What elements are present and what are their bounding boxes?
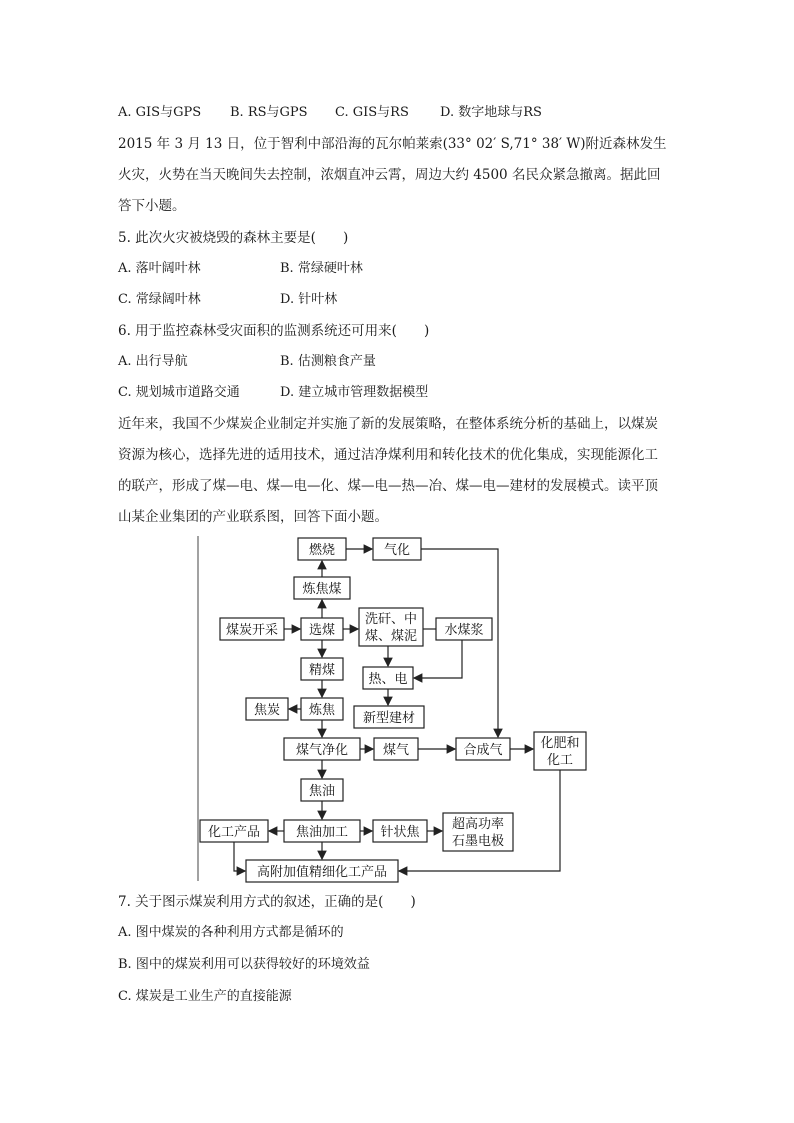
q7-option-a: A. 图中煤炭的各种利用方式都是循环的 [118,925,344,940]
passage2-line: 山某企业集团的产业联系图，回答下面小题。 [118,509,388,525]
box-jiaoyou [301,779,343,801]
passage2-line: 近年来，我国不少煤炭企业制定并实施了新的发展策略，在整体系统分析的基础上，以煤炭 [118,416,658,432]
q5-option-c: C. 常绿阔叶林 [118,292,201,307]
q6-option-c: C. 规划城市道路交通 [118,385,240,400]
q5-option-a: A. 落叶阔叶林 [118,261,201,276]
box-meiqijinghua [284,738,360,760]
box-lianjiaomei [294,577,350,599]
svg-text:超高功率: 超高功率 [451,817,505,832]
svg-text:针状焦: 针状焦 [380,825,420,840]
box-huafei [534,732,586,770]
q7-option-c: C. 煤炭是工业生产的直接能源 [118,989,292,1004]
q4-option-b: B. RS与GPS [230,105,308,120]
svg-text:高附加值精细化工产品: 高附加值精细化工产品 [256,865,388,880]
passage1-line: 火灾，火势在当天晚间失去控制，浓烟直冲云霄，周边大约 4500 名民众紧急撤离。据此回 [118,167,661,183]
passage2-line: 资源为核心，选择先进的适用技术，通过洁净煤利用和转化技术的优化集成，实现能源化工 [118,447,658,463]
box-zhenzhuangjiao [373,820,427,842]
svg-text:煤气: 煤气 [382,743,410,758]
box-huagongchanpin [200,820,268,842]
q4-option-c: C. GIS与RS [335,105,409,120]
box-gaofujia [246,860,398,882]
box-jiaoyoujiagong [284,820,360,842]
box-meiqi [374,738,418,760]
box-xinxingjiancai [354,706,424,728]
q6-option-a: A. 出行导航 [118,354,188,369]
q6-stem: 6. 用于监控森林受灾面积的监测系统还可用来( ) [118,323,430,339]
svg-text:合成气: 合成气 [463,743,503,758]
box-xuanmei [301,618,343,640]
svg-text:煤炭开采: 煤炭开采 [225,623,279,638]
passage1-line: 2015 年 3 月 13 日，位于智利中部沿海的瓦尔帕莱索(33° 02′ S,71° 38′ W)附近森林发生 [118,136,667,152]
box-ranshao [298,538,346,560]
svg-text:选煤: 选煤 [308,623,336,638]
svg-text:洗矸、中: 洗矸、中 [364,612,418,627]
svg-text:水煤浆: 水煤浆 [444,623,484,638]
svg-text:焦油: 焦油 [308,784,336,799]
box-jiaotan [246,698,288,720]
q7-option-b: B. 图中的煤炭利用可以获得较好的环境效益 [118,957,370,972]
industry-linkage-diagram [196,536,596,886]
svg-text:化肥和: 化肥和 [540,736,580,751]
box-xiyan [359,608,423,646]
q7-stem: 7. 关于图示煤炭利用方式的叙述，正确的是( ) [118,894,416,910]
box-meitankaicai [220,618,284,640]
svg-text:煤、煤泥: 煤、煤泥 [364,629,418,644]
svg-text:气化: 气化 [383,543,411,558]
q4-option-d: D. 数字地球与RS [440,105,542,120]
svg-text:石墨电极: 石墨电极 [451,834,505,849]
svg-text:焦油加工: 焦油加工 [295,825,349,840]
svg-text:燃烧: 燃烧 [308,543,336,558]
svg-text:精煤: 精煤 [308,663,336,678]
svg-text:煤气净化: 煤气净化 [295,743,349,758]
q5-option-d: D. 针叶林 [280,292,338,307]
q5-option-b: B. 常绿硬叶林 [280,261,363,276]
svg-text:热、电: 热、电 [368,672,408,687]
box-shuimeijiang [436,618,492,640]
box-redian [363,667,413,689]
svg-text:新型建材: 新型建材 [362,711,416,726]
passage1-line: 答下小题。 [118,198,186,214]
q4-option-a: A. GIS与GPS [118,105,202,120]
svg-text:化工: 化工 [546,753,574,768]
q5-stem: 5. 此次火灾被烧毁的森林主要是( ) [118,230,349,246]
box-lianjiao [301,698,343,720]
q6-option-b: B. 估测粮食产量 [280,354,376,369]
svg-text:炼焦: 炼焦 [308,703,336,718]
svg-text:焦炭: 焦炭 [253,703,281,718]
box-jingmei [301,658,343,680]
box-chaogao [443,813,513,851]
box-hechengqi [456,738,510,760]
box-qihua [373,538,421,560]
q6-option-d: D. 建立城市管理数据模型 [280,385,429,400]
passage2-line: 的联产，形成了煤—电、煤—电—化、煤—电—热—冶、煤—电—建材的发展模式。读平顶 [118,478,658,494]
svg-text:化工产品: 化工产品 [207,825,261,840]
svg-text:炼焦煤: 炼焦煤 [302,582,342,597]
